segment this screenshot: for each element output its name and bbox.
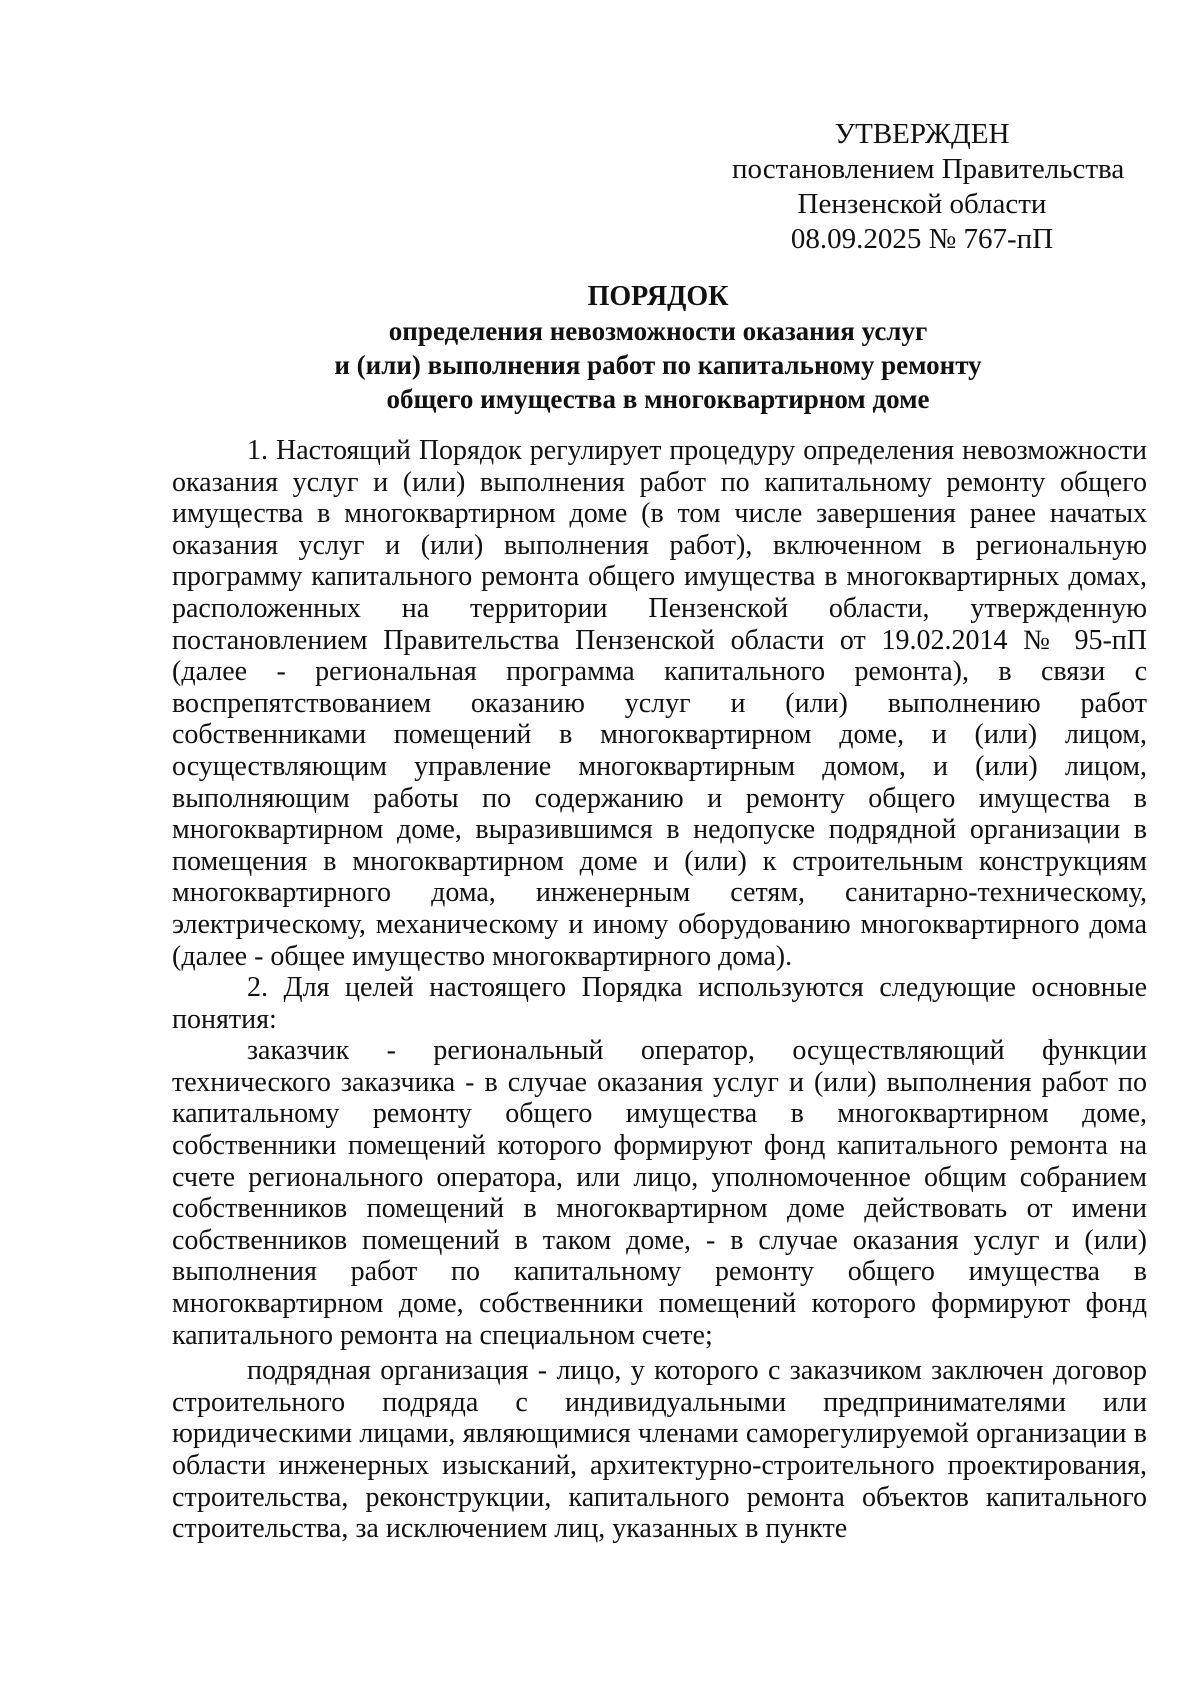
paragraph-1: 1. Настоящий Порядок регулирует процедуру определения невозможности оказания услуг и (или) выполнения работ по капитальному ремонту общего имущества в многоквартирном доме (в том числе завершения ранее начатых оказания услуг и (или) выполнения работ), включенном в региональную программу капитального ремонта общего имущества в многоквартирных домах, расположенных на территории Пензенской области, утвержденную постановлением Правительства Пензенской области от 19.02.2014 № 95-пП (далее - региональная программа капитального ремонта), в связи с воспрепятствованием оказанию услуг и (или) выполнению работ собственниками помещений в многоквартирном доме, и (или) лицом, осуществляющим управление многоквартирным домом, и (или) лицом, выполняющим работы по содержанию и ремонту общего имущества в многоквартирном доме, выразившимся в недопуске подрядной организации в помещения в многоквартирном доме и (или) к строительным конструкциям многоквартирного дома, инженерным сетям, санитарно-техническому, электрическому, механическому и иному оборудованию многоквартирного дома (далее - общее имущество многоквартирного дома). bbox=[172, 435, 1147, 972]
title-main: ПОРЯДОК bbox=[587, 281, 729, 312]
approval-stamp bbox=[732, 117, 1125, 257]
approval-heading: УТВЕРЖДЕН bbox=[834, 118, 1010, 150]
paragraph-contractor-definition: подрядная организация - лицо, у которого с заказчиком заключен договор строительного подряда с индивидуальными предпринимателями или юридическими лицами, являющимися членами саморегулируемой организации в области инженерных изысканий, архитектурно-строительного проектирования, строительства, реконструкции, капитального ремонта объектов капитального строительства, за исключением лиц, указанных в пункте bbox=[172, 1355, 1147, 1545]
title-line-1: определения невозможности оказания услуг bbox=[388, 316, 928, 346]
document-title bbox=[172, 280, 1144, 416]
approval-resolution: постановлением Правительства bbox=[732, 153, 1125, 185]
title-line-2: и (или) выполнения работ по капитальному ремонту bbox=[334, 350, 982, 380]
document-body bbox=[172, 435, 1147, 1545]
approval-region: Пензенской области bbox=[797, 188, 1047, 220]
title-line-3: общего имущества в многоквартирном доме bbox=[386, 384, 930, 414]
paragraph-customer-definition: заказчик - региональный оператор, осуществляющий функции технического заказчика - в случае оказания услуг и (или) выполнения работ по капитальному ремонту общего имущества в многоквартирном доме, собственники помещений которого формируют фонд капитального ремонта на счете регионального оператора, или лицо, уполномоченное общим собранием собственников помещений в многоквартирном доме действовать от имени собственников помещений в таком доме, - в случае оказания услуг и (или) выполнения работ по капитальному ремонту общего имущества в многоквартирном доме, собственники помещений которого формируют фонд капитального ремонта на специальном счете; bbox=[172, 1035, 1147, 1351]
paragraph-2: 2. Для целей настоящего Порядка используются следующие основные понятия: bbox=[172, 972, 1147, 1035]
approval-date-number: 08.09.2025 № 767-пП bbox=[790, 223, 1054, 255]
